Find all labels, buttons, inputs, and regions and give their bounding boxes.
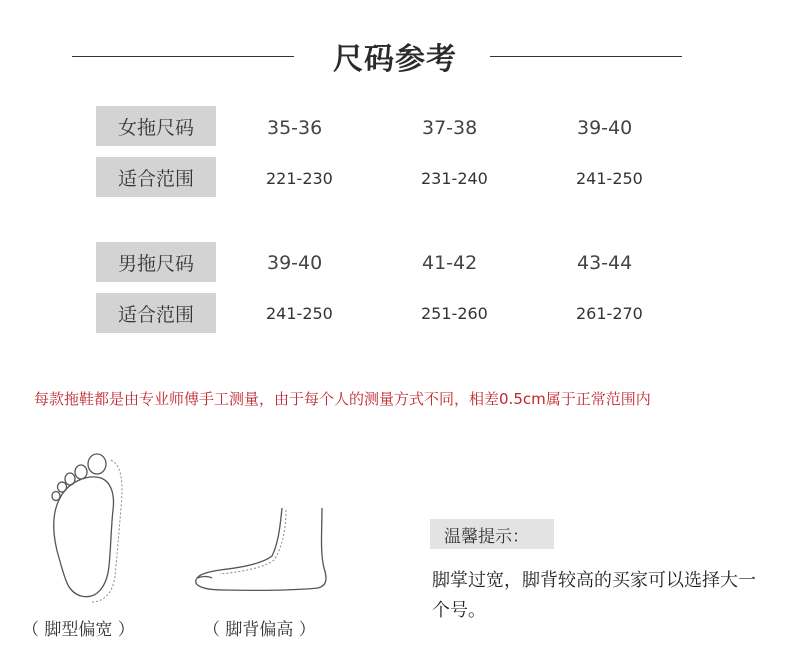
female-size-3: 39-40: [577, 117, 633, 139]
caption-high-instep: （ 脚背偏高 ）: [203, 620, 316, 640]
female-range-1: 221-230: [266, 169, 333, 188]
female-size-label: 女拖尺码: [96, 106, 216, 146]
title-rule-right: [490, 56, 682, 57]
foot-sole-icon: [45, 446, 135, 604]
male-size-2: 41-42: [422, 252, 478, 274]
female-range-2: 231-240: [421, 169, 488, 188]
caption-wide-foot: （ 脚型偏宽 ）: [22, 620, 135, 640]
male-range-label: 适合范围: [96, 293, 216, 333]
male-range-2: 251-260: [421, 304, 488, 323]
male-size-3: 43-44: [577, 252, 633, 274]
tip-text: 脚掌过宽，脚背较高的买家可以选择大一个号。: [432, 570, 756, 621]
female-range-3: 241-250: [576, 169, 643, 188]
male-range-1: 241-250: [266, 304, 333, 323]
male-range-3: 261-270: [576, 304, 643, 323]
foot-side-icon: [190, 506, 330, 594]
female-size-1: 35-36: [267, 117, 323, 139]
female-size-2: 37-38: [422, 117, 478, 139]
female-range-label: 适合范围: [96, 157, 216, 197]
male-size-label: 男拖尺码: [96, 242, 216, 282]
page-title: 尺码参考: [333, 42, 457, 77]
title-rule-left: [72, 56, 294, 57]
tip-label: 温馨提示：: [430, 519, 554, 549]
male-size-1: 39-40: [267, 252, 323, 274]
measurement-note: 每款拖鞋都是由专业师傅手工测量，由于每个人的测量方式不同，相差0.5cm属于正常范围内: [34, 390, 651, 408]
